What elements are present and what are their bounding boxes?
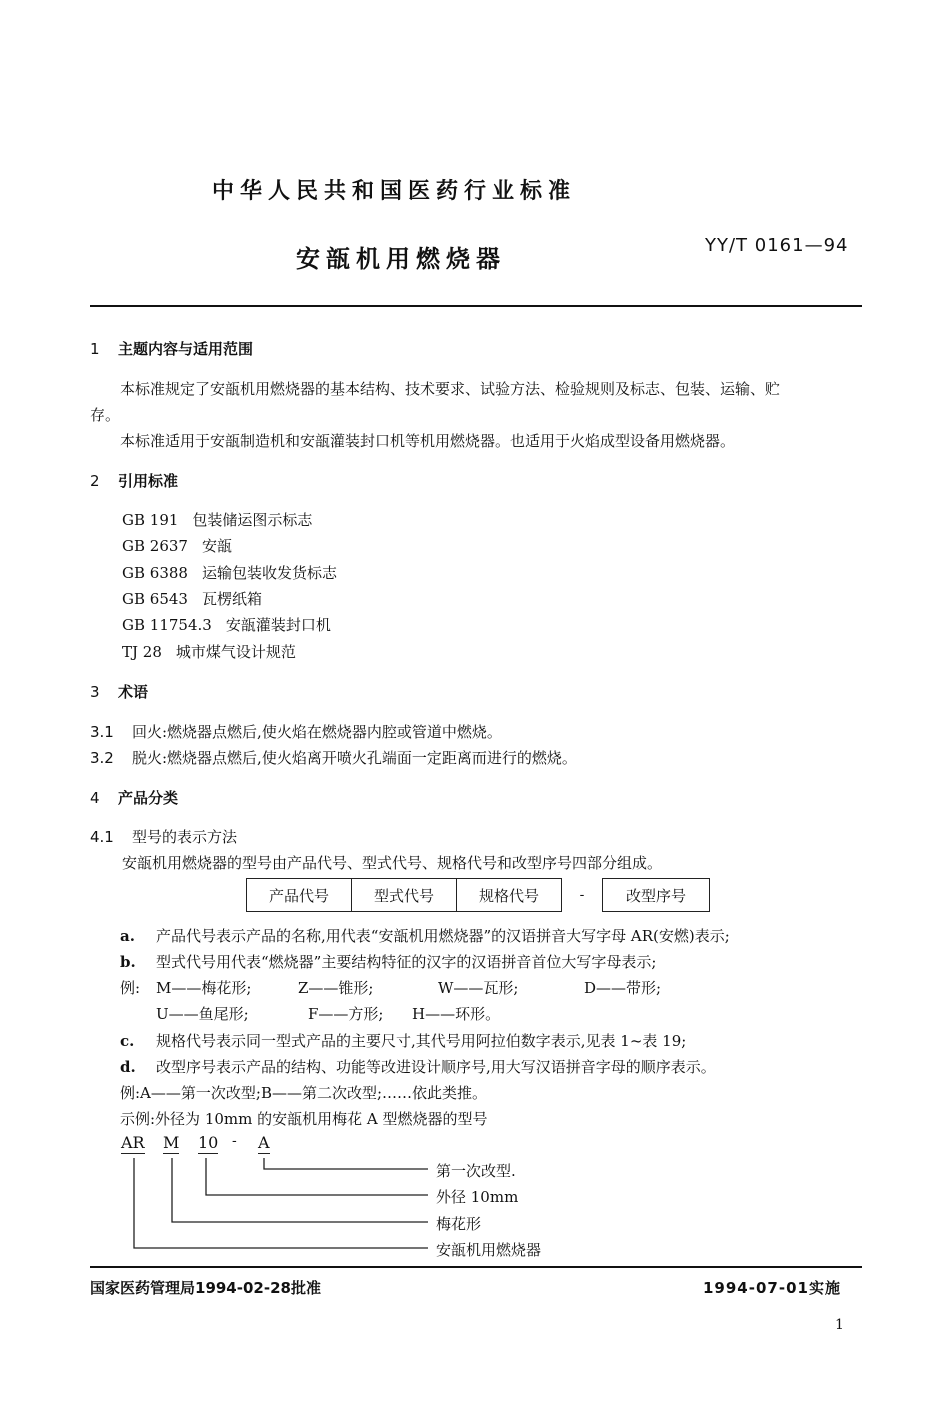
footer-divider: [90, 1266, 862, 1268]
standard-code: YY/T 0161—94: [705, 235, 849, 256]
box-separator: -: [579, 887, 585, 903]
model-label-type: 梅花形: [436, 1215, 482, 1233]
standard-category: 中华人民共和国医药行业标准: [212, 179, 577, 204]
type-example: Z——锥形;: [298, 979, 374, 997]
section-title: 产品分类: [118, 789, 179, 807]
term-text: 脱火:燃烧器点燃后,使火焰离开喷火孔端面一定距离而进行的燃烧。: [132, 749, 577, 767]
reference-code: GB 6388: [122, 564, 188, 582]
section-title: 术语: [118, 683, 149, 701]
term-number: 3.2: [90, 749, 114, 767]
type-example: H——环形。: [412, 1005, 501, 1023]
page-number: 1: [835, 1317, 844, 1333]
item-label: d.: [120, 1058, 136, 1076]
section-title: 主题内容与适用范围: [118, 340, 254, 358]
reference-name: 安瓿: [201, 537, 232, 555]
reference-name: 瓦楞纸箱: [201, 590, 262, 608]
item-label: b.: [120, 953, 136, 971]
reference-code: TJ 28: [122, 643, 162, 661]
model-label-product: 安瓿机用燃烧器: [436, 1241, 542, 1259]
reference-code: GB 191: [122, 511, 179, 529]
model-example-title: 示例:外径为 10mm 的安瓿机用梅花 A 型燃烧器的型号: [120, 1110, 488, 1128]
type-example: M——梅花形;: [156, 979, 252, 997]
item-label: c.: [120, 1032, 135, 1050]
box-product-code: 产品代号: [247, 879, 352, 911]
approval-date: 国家医药管理局1994-02-28批准: [90, 1279, 321, 1297]
reference-name: 运输包装收发货标志: [201, 564, 337, 582]
model-part-ar: AR: [121, 1133, 145, 1152]
term-text: 回火:燃烧器点燃后,使火焰在燃烧器内腔或管道中燃烧。: [132, 723, 502, 741]
type-example: U——鱼尾形;: [156, 1005, 249, 1023]
effective-date: 1994-07-01实施: [703, 1279, 841, 1297]
model-part-10: 10: [198, 1133, 219, 1152]
revision-example: 例:A——第一次改型;B——第二次改型;……依此类推。: [120, 1084, 488, 1102]
type-example: W——瓦形;: [438, 979, 519, 997]
section-number: 2: [90, 472, 100, 490]
model-part-m: M: [163, 1133, 180, 1152]
section-number: 3: [90, 683, 100, 701]
type-example: F——方形;: [308, 1005, 384, 1023]
model-label-diameter: 外径 10mm: [436, 1188, 519, 1206]
section-1-paragraph-1-line-2: 存。: [90, 406, 121, 424]
reference-code: GB 2637: [122, 537, 188, 555]
term-number: 3.1: [90, 723, 114, 741]
box-revision-number: 改型序号: [602, 878, 710, 912]
reference-name: 包装储运图示标志: [192, 511, 313, 529]
item-text: 产品代号表示产品的名称,用代表“安瓿机用燃烧器”的汉语拼音大写字母 AR(安燃)表示;: [156, 927, 730, 945]
model-part-dash: -: [232, 1133, 237, 1149]
example-prefix: 例:: [120, 979, 141, 997]
subsection-number: 4.1: [90, 828, 114, 846]
reference-name: 城市煤气设计规范: [175, 643, 296, 661]
type-example: D——带形;: [584, 979, 662, 997]
reference-code: GB 6543: [122, 590, 188, 608]
model-label-revision: 第一次改型.: [436, 1162, 516, 1180]
item-text: 型式代号用代表“燃烧器”主要结构特征的汉字的汉语拼音首位大写字母表示;: [156, 953, 657, 971]
item-label: a.: [120, 927, 135, 945]
item-text: 改型序号表示产品的结构、功能等改进设计顺序号,用大写汉语拼音字母的顺序表示。: [156, 1058, 716, 1076]
section-number: 1: [90, 340, 100, 358]
section-1-paragraph-2: 本标准适用于安瓿制造机和安瓿灌装封口机等机用燃烧器。也适用于火焰成型设备用燃烧器。: [120, 432, 736, 450]
document-title: 安瓿机用燃烧器: [296, 245, 506, 273]
item-text: 规格代号表示同一型式产品的主要尺寸,其代号用阿拉伯数字表示,见表 1~表 19;: [156, 1032, 687, 1050]
reference-name: 安瓿灌装封口机: [225, 616, 331, 634]
model-intro: 安瓿机用燃烧器的型号由产品代号、型式代号、规格代号和改型序号四部分组成。: [122, 854, 663, 872]
box-spec-code: 规格代号: [478, 886, 539, 905]
model-part-a: A: [258, 1133, 270, 1152]
section-number: 4: [90, 789, 100, 807]
subsection-title: 型号的表示方法: [132, 828, 238, 846]
reference-code: GB 11754.3: [122, 616, 212, 634]
box-type-code: 型式代号: [352, 879, 457, 911]
section-1-paragraph-1-line-1: 本标准规定了安瓿机用燃烧器的基本结构、技术要求、试验方法、检验规则及标志、包装、运输、贮: [120, 380, 781, 398]
section-title: 引用标准: [118, 472, 179, 490]
